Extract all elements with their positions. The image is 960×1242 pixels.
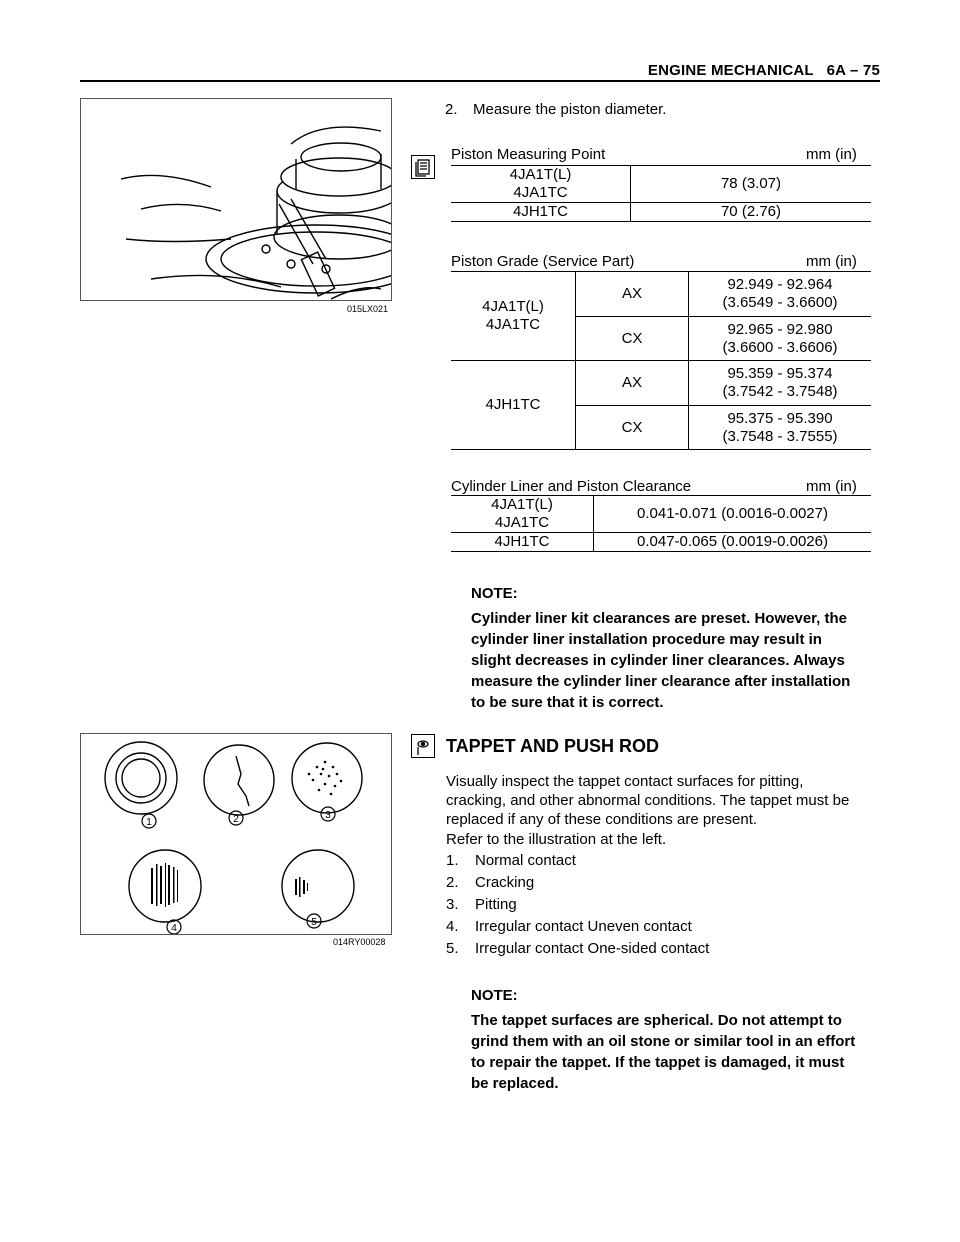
header-rule <box>80 80 880 82</box>
model-cell: 4JH1TC <box>451 361 576 450</box>
range-cell: 95.359 - 95.374 (3.7542 - 3.7548) <box>689 361 872 406</box>
piston-measurement-illustration <box>81 99 391 300</box>
list-item: 5. Irregular contact One-sided contact <box>446 940 710 957</box>
liner-clearance-table <box>451 495 871 552</box>
grade-cell: CX <box>576 317 689 361</box>
table-unit: mm (in) <box>806 146 857 163</box>
table-title-piston-measuring-point: Piston Measuring Point <box>451 146 606 163</box>
list-item: 2. Cracking <box>446 874 535 891</box>
tappet-contact-figure <box>80 733 392 935</box>
grade-cell: CX <box>576 406 689 450</box>
model-cell: 4JA1T(L) 4JA1TC <box>451 166 631 203</box>
range-cell: 92.965 - 92.980 (3.6600 - 3.6606) <box>722 320 838 356</box>
table-row <box>451 361 871 406</box>
value-cell: 0.047-0.065 (0.0019-0.0026) <box>637 533 828 550</box>
value-cell: 0.041-0.071 (0.0016-0.0027) <box>637 505 828 522</box>
page-header-title: ENGINE MECHANICAL 6A – 75 <box>647 62 880 79</box>
value-cell: 70 (2.76) <box>720 203 782 220</box>
grade-cell: AX <box>576 361 689 406</box>
table-unit: mm (in) <box>806 253 857 270</box>
table-unit: mm (in) <box>806 478 857 495</box>
figure-label: 3 <box>325 810 331 821</box>
table-row <box>451 203 871 222</box>
refer-text: Refer to the illustration at the left. <box>446 831 667 848</box>
note-heading: NOTE: <box>471 585 518 602</box>
figure-caption: 014RY00028 <box>333 937 386 947</box>
figure-label: 5 <box>311 917 317 928</box>
value-cell: 78 (3.07) <box>720 175 782 192</box>
table-row <box>451 533 871 552</box>
step-number: 2. <box>445 101 458 118</box>
model-cell: 4JA1T(L) 4JA1TC <box>451 496 594 533</box>
range-cell: 95.375 - 95.390 (3.7548 - 3.7555) <box>722 409 838 445</box>
section-title: TAPPET AND PUSH ROD <box>446 736 660 756</box>
list-item: 3. Pitting <box>446 896 517 913</box>
note-heading: NOTE: <box>471 987 518 1004</box>
note-body: The tappet surfaces are spherical. Do not attempt to grind them with an oil stone or similar tool in an effort to repair the tappet. If the tappet is damaged, it must be replaced. <box>471 1012 856 1092</box>
figure-caption: 015LX021 <box>347 304 389 314</box>
range-cell: 92.949 - 92.964 (3.6549 - 3.6600) <box>689 272 872 317</box>
note-body: Cylinder liner kit clearances are preset. However, the cylinder liner installation procedure may result in slight decreases in cylinder liner clearances. Always measure the cylinder liner clearance after installation to be sure that it is correct. <box>471 610 851 711</box>
figure-label: 1 <box>146 817 152 828</box>
specification-book-icon <box>411 155 435 179</box>
table-row <box>451 166 871 203</box>
table-title-liner-clearance: Cylinder Liner and Piston Clearance <box>451 478 692 495</box>
contact-condition-list <box>446 852 709 962</box>
table-row <box>451 272 871 317</box>
model-cell: 4JA1T(L) 4JA1TC <box>451 272 576 361</box>
piston-measuring-point-table <box>451 165 871 222</box>
figure-label: 4 <box>171 923 177 934</box>
model-cell: 4JH1TC <box>451 533 594 552</box>
tappet-contact-illustration <box>81 734 391 934</box>
model-cell: 4JH1TC <box>451 203 631 222</box>
visual-inspection-icon <box>411 734 435 758</box>
list-item: 4. Irregular contact Uneven contact <box>446 918 692 935</box>
table-row <box>451 496 871 533</box>
figure-label: 2 <box>233 814 239 825</box>
table-title-piston-grade: Piston Grade (Service Part) <box>451 253 635 270</box>
section-paragraph: Visually inspect the tappet contact surfaces for pitting, cracking, and other abnormal conditions. The tappet must be replaced if any of these conditions are present. <box>446 773 850 828</box>
piston-grade-table <box>451 271 871 450</box>
grade-cell: AX <box>576 272 689 317</box>
piston-measurement-figure <box>80 98 392 301</box>
step-text: Measure the piston diameter. <box>473 101 667 118</box>
list-item: 1. Normal contact <box>446 852 576 869</box>
